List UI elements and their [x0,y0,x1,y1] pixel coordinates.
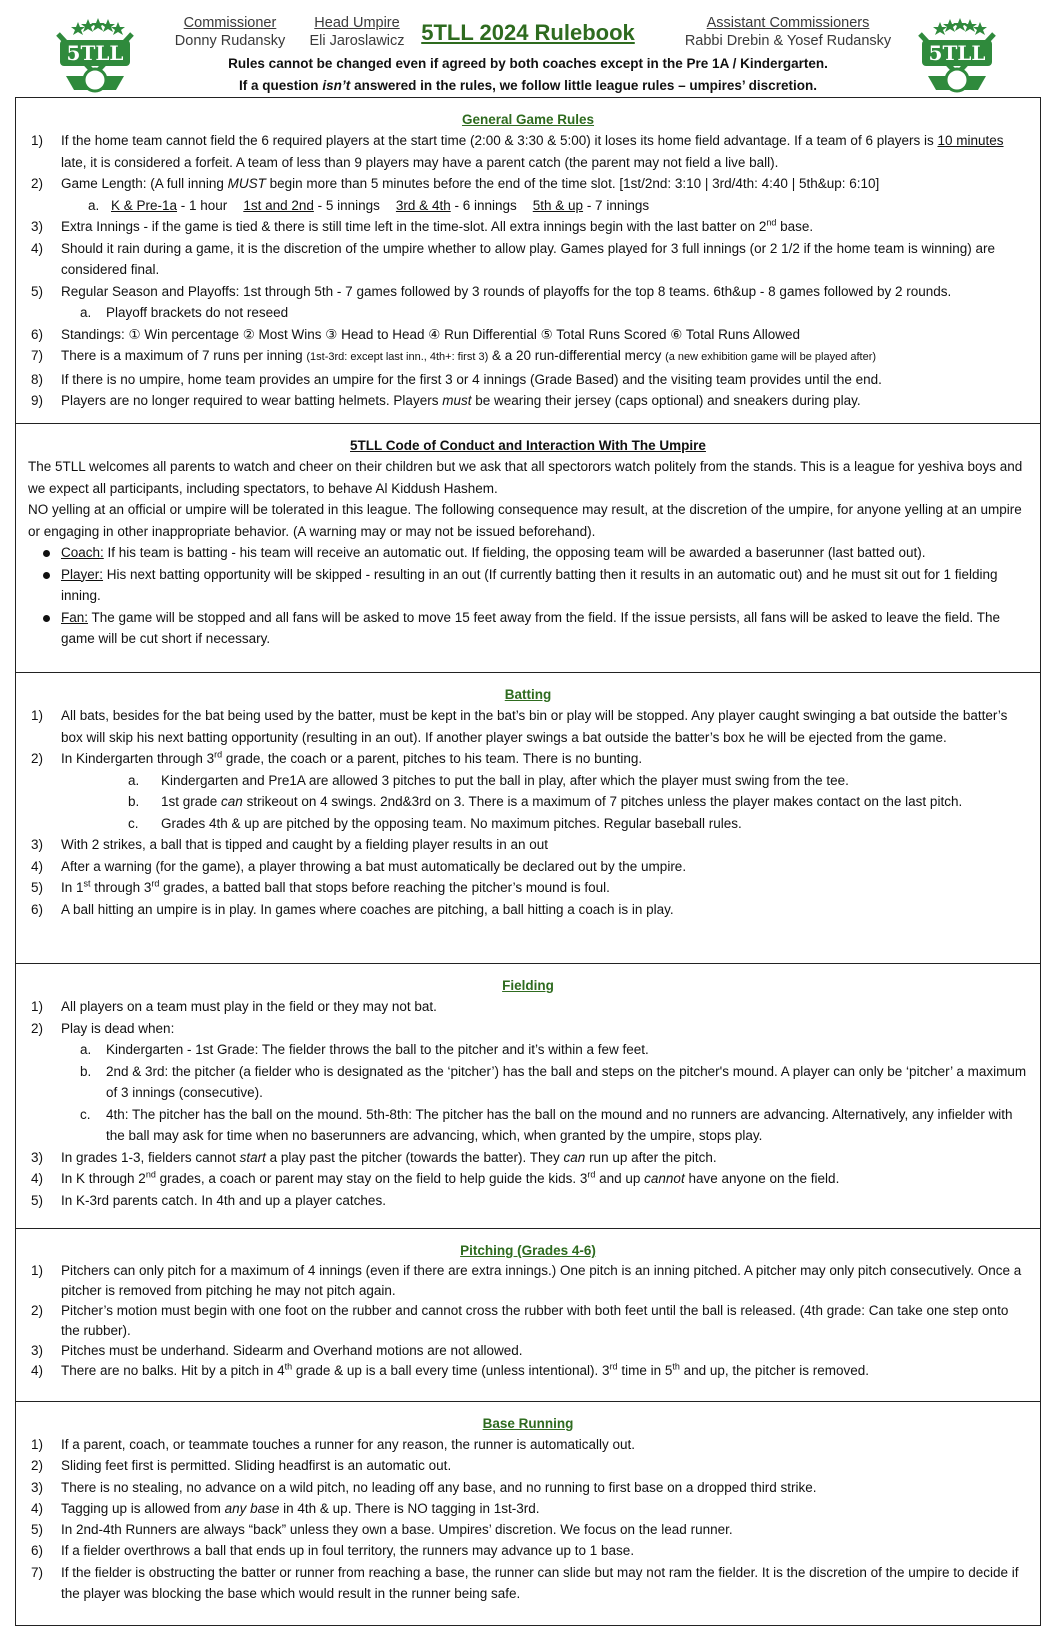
section-title: Pitching (Grades 4-6) [460,1243,596,1258]
list-item: 2) Pitcher’s motion must begin with one foot on the rubber and cannot cross the rubber with both feet until the ball is released. (4th grade: Can take one step onto the rubber). [31,1303,1009,1338]
assistant-label: Assistant Commissioners [706,15,870,31]
base-running-section [15,1401,1041,1626]
section-title: 5TLL Code of Conduct and Interaction With The Umpire [350,438,706,453]
head-umpire-block [292,14,422,50]
section-title: General Game Rules [461,112,595,127]
list-item: 9) Players are no longer required to wear batting helmets. Players must be wearing their jersey (caps optional) and sneakers during play. [31,393,861,408]
list-subitem: b. 2nd & 3rd: the pitcher (a fielder who is designated as the ‘pitcher’) has the ball and steps on the pitcher's mound. A player can only be ‘pitcher’ a maximum of 3 innings (consecutive). [80,1063,1027,1100]
list-subitem: a. Kindergarten and Pre1A are allowed 3 pitches to put the ball in play, after which the player must swing from the tee. [128,772,849,788]
list-item: 4) In K through 2nd grades, a coach or parent may stay on the field to help guide the kids. 3rd and up cannot have anyone on the field. [31,1169,840,1186]
commissioner-label: Commissioner [183,15,277,31]
list-item: 1) Pitchers can only pitch for a maximum of 4 innings (even if there are extra innings.) One pitch is an inning pitched. A pitcher may only pitch consecutively. Once a pitcher is removed from pitching he may not pitch again. [31,1263,1022,1298]
list-item: 1) All players on a team must play in the field or they may not bat. [31,999,437,1014]
list-item: 4) After a warning (for the game), a player throwing a bat must automatically be declared out by the umpire. [31,858,687,874]
paragraph: The 5TLL welcomes all parents to watch and cheer on their children but we ask that all spectorors watch politely from the stands. This is a league for yeshiva boys and we expect all participants, including spectators, to behave Al Kiddush Hashem. [28,459,1023,496]
list-item: 1) If a parent, coach, or teammate touches a runner for any reason, the runner is automatically out. [31,1437,636,1452]
list-item: 2) In Kindergarten through 3rd grade, the coach or a parent, pitches to his team. There is no bunting. [31,749,643,766]
list-item: 1) If the home team cannot field the 6 required players at the start time (2:00 & 3:30 & 5:00) it loses its home field advantage. If a team of 6 players is 10 minutes late, it is considered a forfeit. A team of less than 9 players may have a parent catch (the parent may not field a live ball). [31,133,1004,170]
commissioner-block [150,14,310,50]
fielding-section [15,963,1041,1229]
list-item: 6) Standings: ① Win percentage ② Most Wins ③ Head to Head ④ Run Differential ⑤ Total Runs Scored ⑥ Total Runs Allowed [31,326,800,342]
list-item: 5) In K-3rd parents catch. In 4th and up a player catches. [31,1192,386,1208]
list-item: 7) There is a maximum of 7 runs per inning (1st-3rd: except last inn., 4th+: first 3) & a 20 run-differential mercy (a new exhibition game will be played after) [31,348,877,363]
bullet-item: Player: His next batting opportunity will be skipped - resulting in an out (If currently batting then it results in an automatic out) and he must sit out for 1 fielding inning. [16,564,1040,607]
list-item: 2) Game Length: (A full inning MUST begin more than 5 minutes before the end of the time slot. [1st/2nd: 3:10 | 3rd/4th: 4:40 | 5th&up: 6:10] [31,176,880,191]
header [0,0,1056,100]
list-subitem: a. Kindergarten - 1st Grade: The fielder throws the ball to the pitcher and it’s within a few feet. [80,1042,649,1057]
discretion-note: If a question isn’t answered in the rules, we follow little league rules – umpires’ discretion. [239,78,817,93]
section-title: Batting [504,687,552,702]
list-item: 5) Regular Season and Playoffs: 1st through 5th - 7 games followed by 3 rounds of playoffs for the top 8 teams. 6th&up - 8 games followed by 2 rounds. [31,283,952,299]
commissioner-name: Donny Rudansky [174,33,286,49]
list-item: 5) In 2nd-4th Runners are always “back” unless they own a base. Umpires’ discretion. We focus on the lead runner. [31,1522,733,1538]
head-umpire-name: Eli Jaroslawicz [309,33,405,49]
list-item: 4) There are no balks. Hit by a pitch in 4th grade & up is a ball every time (unless intentional). 3rd time in 5th and up, the pitcher is removed. [31,1361,869,1378]
list-item: 3) With 2 strikes, a ball that is tipped and caught by a fielding player results in an out [31,837,549,852]
conduct-section [15,423,1041,673]
list-subitem: c. Grades 4th & up are pitched by the opposing team. No maximum pitches. Regular baseball rules. [128,815,742,831]
list-item: 6) A ball hitting an umpire is in play. In games where coaches are pitching, a ball hitting a coach is in play. [31,901,674,917]
list-item: 3) In grades 1-3, fielders cannot start a play past the pitcher (towards the batter). They can run up after the pitch. [31,1149,717,1165]
list-item: 1) All bats, besides for the bat being used by the batter, must be kept in the bat’s bin or play will be stopped. Any player caught swinging a bat outside the batter’s box will skip his next batting opportunity (resulting in an out). If another player swings a bat outside the batter’s box he will be ejected from the game. [31,708,1008,745]
list-item: 4) Tagging up is allowed from any base in 4th & up. There is NO tagging in 1st-3rd. [31,1500,540,1516]
page-title: 5TLL 2024 Rulebook [421,20,635,45]
head-umpire-label: Head Umpire [314,15,400,31]
pitching-section [15,1228,1041,1402]
paragraph: NO yelling at an official or umpire will be tolerated in this league. The following consequence may result, at the discretion of the umpire, for anyone yelling at an umpire or engaging in other inappropriate behavior. (A warning may or may not be issued beforehand). [28,502,1022,539]
list-item: 2) Sliding feet first is permitted. Sliding headfirst is an automatic out. [31,1458,452,1474]
list-item: 7) If the fielder is obstructing the batter or runner from reaching a base, the runner can slide but may not ram the fielder. It is the discretion of the umpire to decide if the player was blocking the base which would result in the runner being safe. [31,1564,1019,1602]
list-item: 3) Pitches must be underhand. Sidearm and Overhand motions are not allowed. [31,1343,523,1358]
rules-note: Rules cannot be changed even if agreed by both coaches except in the Pre 1A / Kindergarten. [228,56,828,71]
list-subitem: a. K & Pre-1a - 1 hour 1st and 2nd - 5 innings 3rd & 4th - 6 innings 5th & up - 7 innings [88,197,650,213]
list-item: 5) In 1st through 3rd grades, a batted ball that stops before reaching the pitcher’s mound is foul. [31,878,610,895]
list-subitem: b. 1st grade can strikeout on 4 swings. 2nd&3rd on 3. There is a maximum of 7 pitches unless the player makes contact on the last pitch. [128,794,963,809]
list-subitem: a. Playoff brackets do not reseed [80,305,289,320]
general-rules-section [15,97,1041,424]
logo-text: 5TLL [66,41,124,65]
list-item: 8) If there is no umpire, home team provides an umpire for the first 3 or 4 innings (Grade Based) and the visiting team provides until the end. [31,371,882,387]
batting-section [15,672,1041,964]
bullet-item: Coach: If his team is batting - his team will receive an automatic out. If fielding, the opposing team will be awarded a baserunner (last batted out). [16,542,1040,564]
list-subitem: c. 4th: The pitcher has the ball on the mound. 5th-8th: The pitcher has the ball on the mound and no runners are advancing. Alternatively, any infielder with the ball may ask for time when no baserunners are advancing, which, when granted by the umpire, stops play. [80,1106,1013,1143]
list-item: 4) Should it rain during a game, it is the discretion of the umpire whether to allow play. Games played for 3 full innings (or 2 1/2 if the home team is winning) are considered final. [31,240,995,277]
assistant-commissioners-block [672,14,904,50]
section-title: Base Running [482,1416,574,1431]
bullet-item: Fan: The game will be stopped and all fans will be asked to move 15 feet away from the field. If the issue persists, all fans will be asked to leave the field. The game will be cut short if necessary. [16,607,1040,650]
list-item: 3) There is no stealing, no advance on a wild pitch, no leading off any base, and no running to first base on a dropped third strike. [31,1479,817,1495]
list-item: 3) Extra Innings - if the game is tied & there is still time left in the time-slot. All extra innings begin with the last batter on 2nd base. [31,217,814,234]
assistant-names: Rabbi Drebin & Yosef Rudansky [684,33,892,49]
list-item: 6) If a fielder overthrows a ball that ends up in foul territory, the runners may advance up to 1 base. [31,1543,635,1559]
logo-text-right: 5TLL [928,41,986,65]
list-item: 2) Play is dead when: [31,1020,175,1036]
section-title: Fielding [502,978,554,993]
